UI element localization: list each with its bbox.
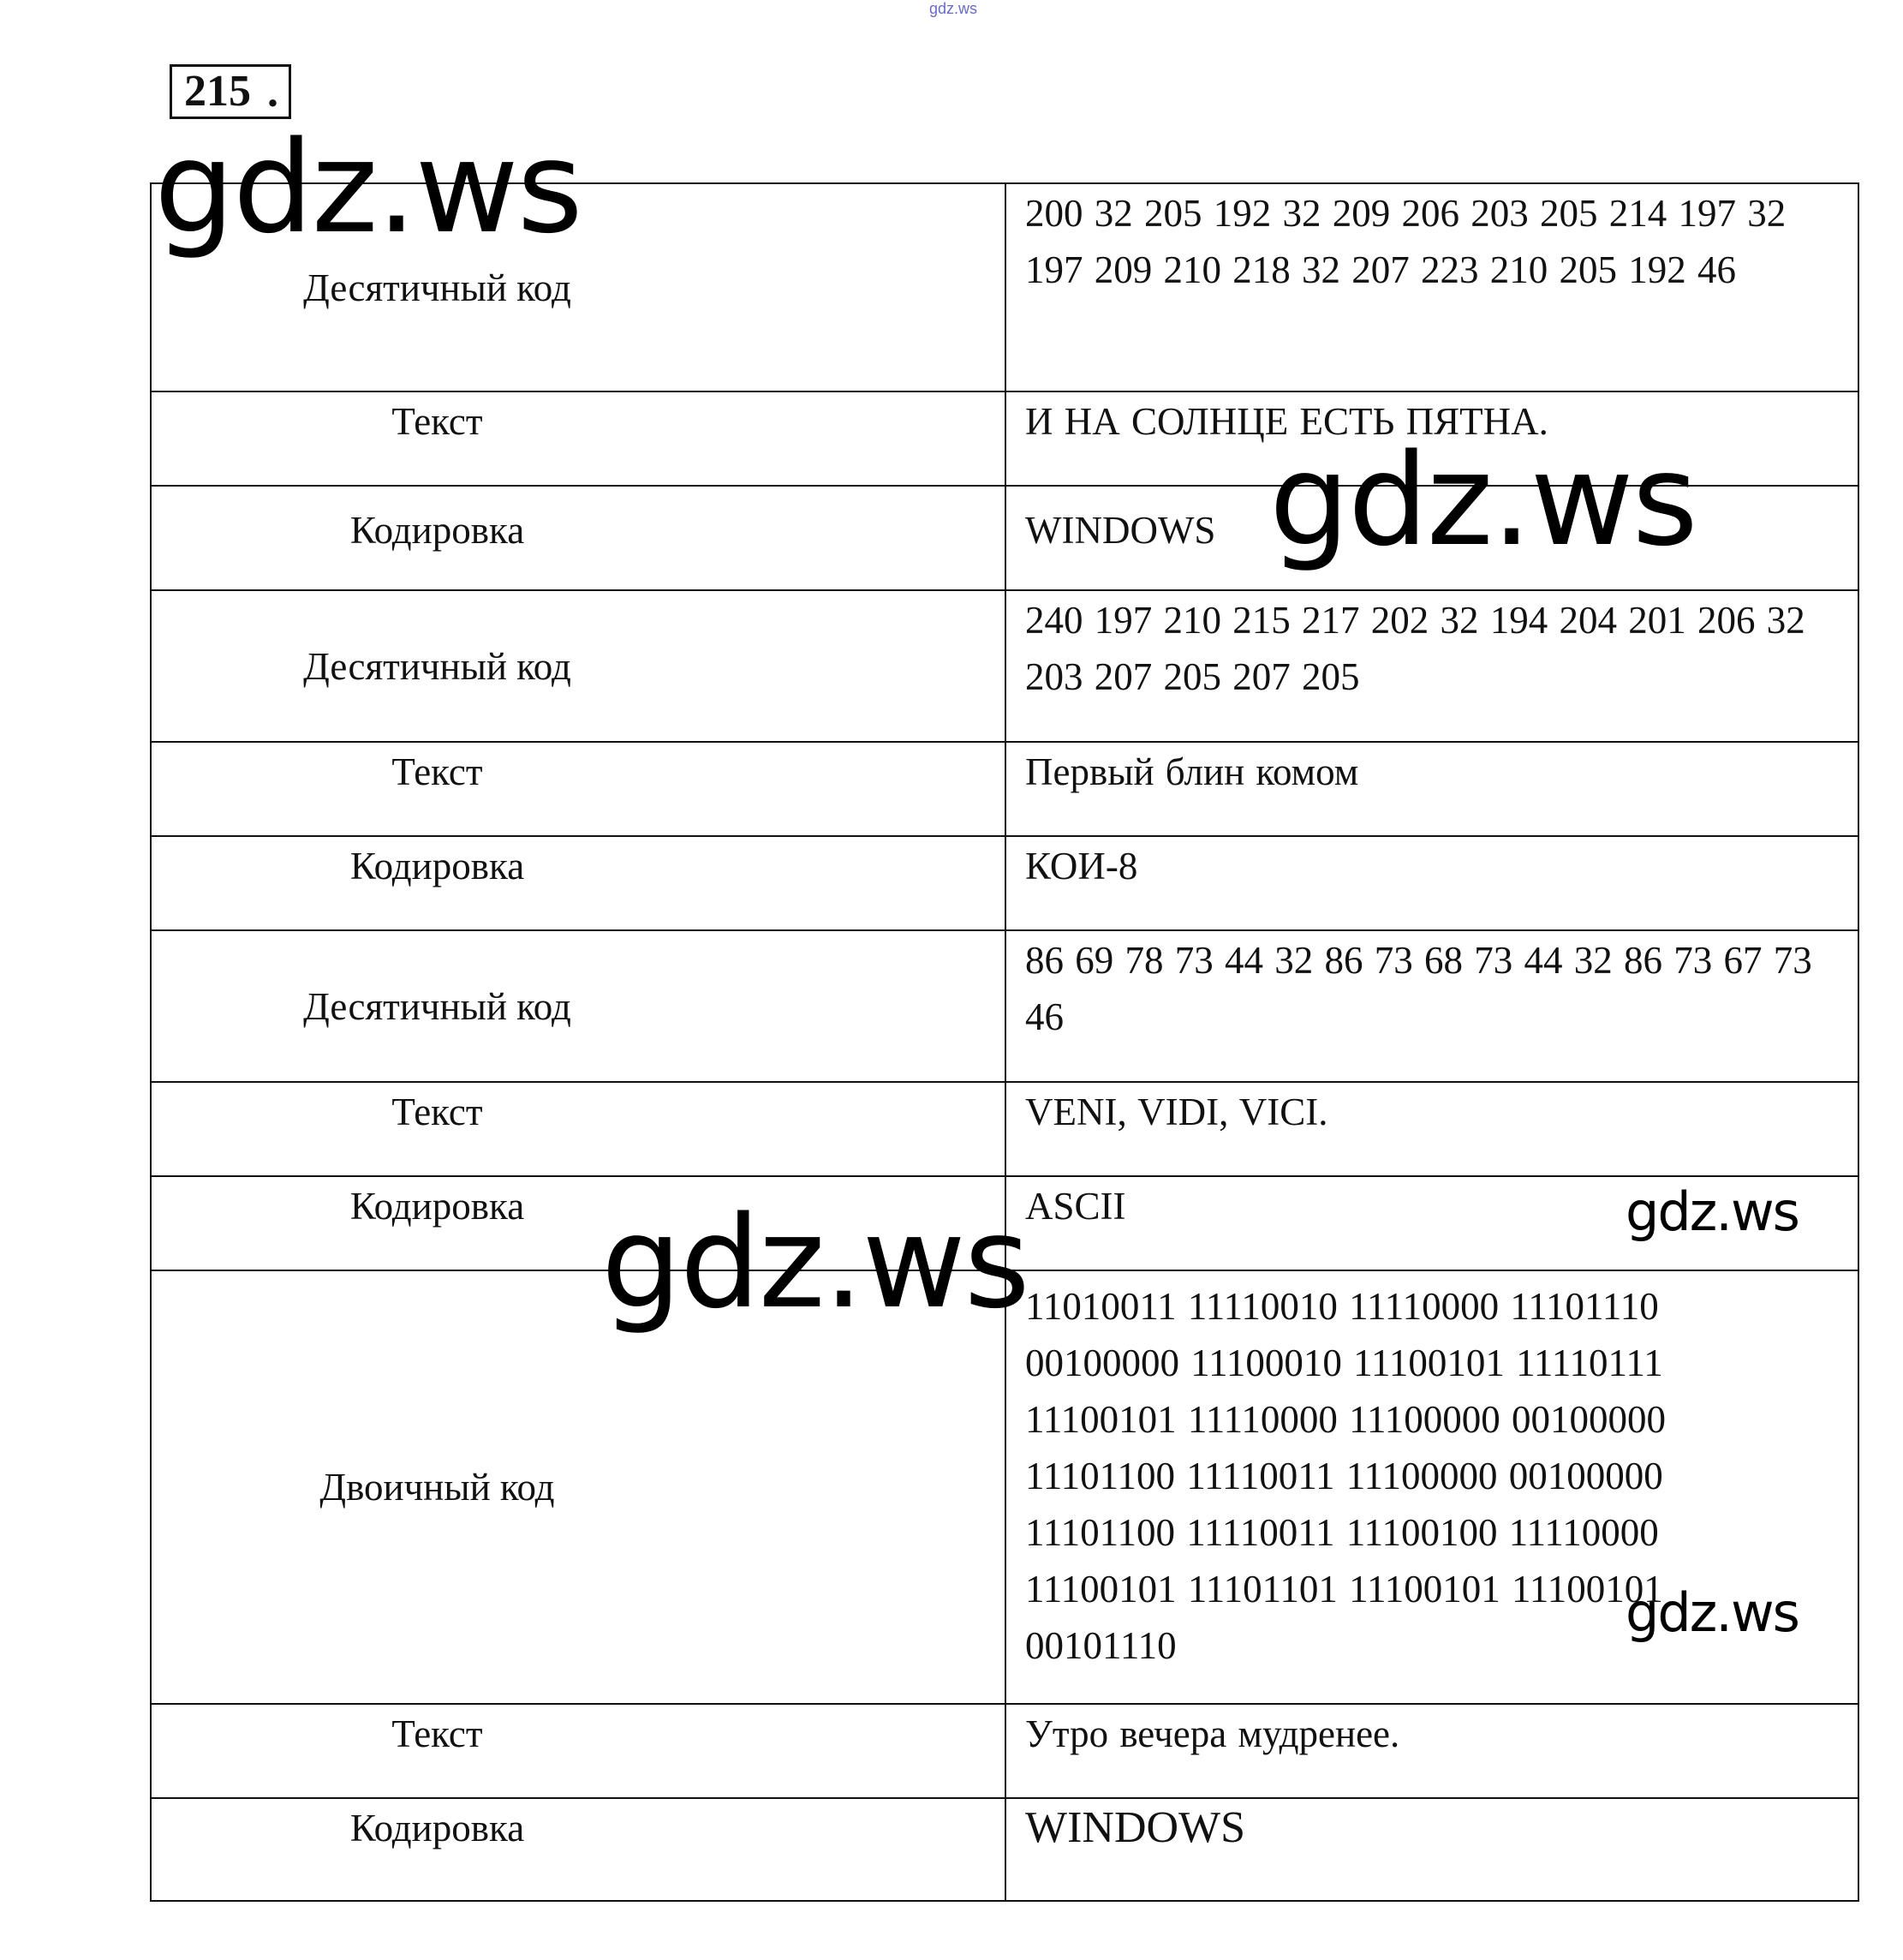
table-row [151,1704,1858,1798]
watermark-logo: gdz.ws [1269,427,1697,574]
row-value: 86 69 78 73 44 32 86 73 68 73 44 32 86 73 67 73 46 [1005,930,1858,1082]
table-row [151,1798,1858,1901]
table-row [151,930,1858,1082]
task-number-dot: . [267,68,278,117]
watermark-logo: gdz.ws [1626,1180,1799,1243]
table-row [151,1082,1858,1176]
row-value: 240 197 210 215 217 202 32 194 204 201 206 32 203 207 205 207 205 [1005,590,1858,742]
row-label: Кодировка [151,1798,1005,1901]
row-value: И НА СОЛНЦЕ ЕСТЬ ПЯТНА. [1005,391,1858,486]
row-value: WINDOWS [1005,1798,1858,1901]
row-value: ASCII [1005,1176,1858,1270]
row-value: Первый блин комом [1005,742,1858,836]
watermark-logo: gdz.ws [1626,1581,1799,1644]
row-value: 11010011 11110010 11110000 11101110 00100000 11100010 11100101 11110111 11100101 11110000 11100000 00100000 11101100 11110011 11100000 00100000 11101100 11110011 11100100 11110000 11100101 11101101 11100101 11100101 00101110 [1005,1270,1858,1704]
task-number-box: 215 [170,64,291,119]
site-tag: gdz.ws [929,0,978,17]
row-label: Кодировка [151,1176,1005,1270]
row-label: Десятичный код [151,183,1005,391]
row-label: Кодировка [151,486,1005,590]
table-row [151,742,1858,836]
row-value: 200 32 205 192 32 209 206 203 205 214 197 32 197 209 210 218 32 207 223 210 205 192 46 [1005,183,1858,391]
row-label: Текст [151,742,1005,836]
table-row [151,836,1858,930]
row-label: Текст [151,1704,1005,1798]
row-label: Десятичный код [151,590,1005,742]
row-label: Текст [151,391,1005,486]
row-value: КОИ-8 [1005,836,1858,930]
row-value: Утро вечера мудренее. [1005,1704,1858,1798]
table-row [151,590,1858,742]
row-value: WINDOWS [1005,486,1858,590]
row-label: Текст [151,1082,1005,1176]
row-value: VENI, VIDI, VICI. [1005,1082,1858,1176]
row-label: Десятичный код [151,930,1005,1082]
row-label: Кодировка [151,836,1005,930]
watermark-logo: gdz.ws [154,114,582,261]
row-label: Двоичный код [151,1270,1005,1704]
watermark-logo: gdz.ws [601,1189,1029,1336]
